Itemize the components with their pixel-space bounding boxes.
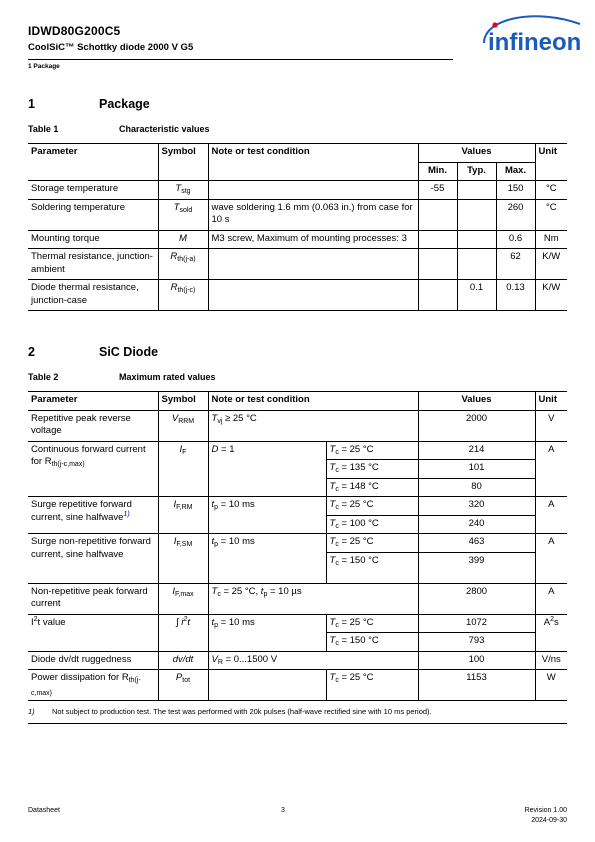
value-cell: 1072 [418, 614, 535, 633]
header-section-ref: 1 Package [28, 63, 60, 70]
condition-cell: $T_c = 25$ °C [326, 441, 418, 460]
header-symbol: Symbol [158, 392, 208, 411]
max-cell: 150 [496, 181, 535, 200]
unit-cell: W [535, 670, 567, 701]
value-cell: 240 [418, 515, 535, 534]
symbol-cell: dv/dt [158, 651, 208, 670]
parameter-cell: Diode dv/dt ruggedness [28, 651, 158, 670]
header-divider [28, 59, 453, 60]
symbol-cell: ∫ $i^2t$ [158, 614, 208, 651]
maximum-rated-values-table [28, 391, 567, 701]
value-cell: 1153 [418, 670, 535, 701]
table-row [28, 670, 567, 701]
footnote-divider [28, 723, 567, 724]
table-header-row [28, 144, 567, 163]
section-1-title: Package [99, 97, 150, 111]
header-parameter: Parameter [28, 392, 158, 411]
table-1-label: Table 1 [28, 124, 59, 134]
table-2-label: Table 2 [28, 372, 59, 382]
min-cell [418, 280, 457, 311]
condition-cell: $T_c = 25$ °C [326, 534, 418, 553]
parameter-cell: Storage temperature [28, 181, 158, 200]
condition-cell: $T_c = 100$ °C [326, 515, 418, 534]
footnote-text: Not subject to production test. The test was performed with 20k pulses (half-wave rectified sine with 10 ms period). [52, 707, 432, 716]
note-cell [208, 670, 326, 701]
value-cell: 214 [418, 441, 535, 460]
table-row [28, 410, 567, 441]
typ-cell [457, 181, 496, 200]
parameter-cell: Mounting torque [28, 230, 158, 249]
symbol-cell: $I_{F,max}$ [158, 583, 208, 614]
note-cell [208, 181, 418, 200]
infineon-logo [476, 10, 586, 60]
symbol-cell: $V_{RRM}$ [158, 410, 208, 441]
parameter-cell: $I^2t$ value [28, 614, 158, 651]
parameter-cell: Power dissipation for $R_{th(j-c,max)}$ [28, 670, 158, 701]
unit-cell: °C [535, 199, 567, 230]
logo-text: infineon [488, 29, 582, 56]
table-row [28, 280, 567, 311]
unit-cell: K/W [535, 249, 567, 280]
symbol-cell: $I_F$ [158, 441, 208, 497]
table-row [28, 441, 567, 460]
parameter-cell: Repetitive peak reverse voltage [28, 410, 158, 441]
table-row [28, 249, 567, 280]
unit-cell: A [535, 441, 567, 497]
parameter-cell: Surge repetitive forward current, sine halfwave$^{1)}$ [28, 497, 158, 534]
note-cell: wave soldering 1.6 mm (0.063 in.) from case for 10 s [208, 199, 418, 230]
condition-cell: $T_c = 25$ °C [326, 670, 418, 701]
condition-cell: $T_c = 148$ °C [326, 478, 418, 497]
note-cell [208, 249, 418, 280]
min-cell [418, 199, 457, 230]
header-unit: Unit [535, 392, 567, 411]
header-parameter: Parameter [28, 144, 158, 181]
header-note: Note or test condition [208, 392, 418, 411]
header-values: Values [418, 392, 535, 411]
symbol-cell: $P_{tot}$ [158, 670, 208, 701]
table-row [28, 230, 567, 249]
symbol-cell: $I_{F,SM}$ [158, 534, 208, 584]
symbol-cell: $R_{th(j-a)}$ [158, 249, 208, 280]
parameter-cell: Thermal resistance, junction-ambient [28, 249, 158, 280]
header-note: Note or test condition [208, 144, 418, 181]
value-cell: 101 [418, 460, 535, 479]
note-cell: $T_c = 25$ °C, $t_p = 10$ µs [208, 583, 418, 614]
value-cell: 2000 [418, 410, 535, 441]
table-1-caption: Characteristic values [119, 124, 210, 134]
unit-cell: A [535, 497, 567, 534]
footnote-number: 1) [28, 707, 35, 716]
max-cell: 0.6 [496, 230, 535, 249]
table-header-row [28, 392, 567, 411]
characteristic-values-table [28, 143, 567, 311]
symbol-cell: $T_{sold}$ [158, 199, 208, 230]
symbol-cell: $R_{th(j-c)}$ [158, 280, 208, 311]
parameter-cell: Continuous forward current for $R_{th(j-c,max)}$ [28, 441, 158, 497]
footer-revision: Revision 1.00 [524, 807, 567, 814]
max-cell: 260 [496, 199, 535, 230]
unit-cell: V/ns [535, 651, 567, 670]
header-symbol: Symbol [158, 144, 208, 181]
header-unit: Unit [535, 144, 567, 181]
value-cell: 463 [418, 534, 535, 553]
unit-cell: A [535, 534, 567, 584]
table-2-caption: Maximum rated values [119, 372, 216, 382]
parameter-cell: Soldering temperature [28, 199, 158, 230]
value-cell: 320 [418, 497, 535, 516]
note-cell: M3 screw, Maximum of mounting processes: 3 [208, 230, 418, 249]
note-cell: $V_R = 0...1500$ V [208, 651, 418, 670]
section-1-number: 1 [28, 97, 35, 111]
min-cell [418, 249, 457, 280]
parameter-cell: Surge non-repetitive forward current, sine halfwave [28, 534, 158, 584]
symbol-cell: M [158, 230, 208, 249]
note-cell: D = 1 [208, 441, 326, 497]
unit-cell: A [535, 583, 567, 614]
condition-cell: $T_c = 150$ °C [326, 552, 418, 583]
table-row [28, 651, 567, 670]
document-subtitle: CoolSiC™ Schottky diode 2000 V G5 [28, 42, 194, 53]
footer-doc-type: Datasheet [28, 807, 60, 814]
unit-cell: K/W [535, 280, 567, 311]
table-row [28, 614, 567, 633]
value-cell: 2800 [418, 583, 535, 614]
value-cell: 793 [418, 633, 535, 652]
footnote-ref[interactable]: 1) [123, 510, 130, 518]
max-cell: 62 [496, 249, 535, 280]
table-row [28, 199, 567, 230]
header-typ: Typ. [457, 162, 496, 181]
typ-cell [457, 249, 496, 280]
note-cell: $T_{vj} \ge 25$ °C [208, 410, 418, 441]
footer-date: 2024-09-30 [531, 817, 567, 824]
table-row [28, 181, 567, 200]
header-max: Max. [496, 162, 535, 181]
value-cell: 100 [418, 651, 535, 670]
note-cell: $t_p = 10$ ms [208, 497, 326, 534]
min-cell [418, 230, 457, 249]
unit-cell: $A^2s$ [535, 614, 567, 651]
unit-cell: Nm [535, 230, 567, 249]
value-cell: 80 [418, 478, 535, 497]
typ-cell: 0.1 [457, 280, 496, 311]
note-cell: $t_p = 10$ ms [208, 614, 326, 651]
parameter-cell: Non-repetitive peak forward current [28, 583, 158, 614]
footer-page-number: 3 [281, 807, 285, 814]
parameter-cell: Diode thermal resistance, junction-case [28, 280, 158, 311]
symbol-cell: $T_{stg}$ [158, 181, 208, 200]
typ-cell [457, 230, 496, 249]
value-cell: 399 [418, 552, 535, 583]
min-cell: -55 [418, 181, 457, 200]
condition-cell: $T_c = 25$ °C [326, 614, 418, 633]
typ-cell [457, 199, 496, 230]
table-row [28, 497, 567, 516]
table-row [28, 583, 567, 614]
note-cell [208, 280, 418, 311]
unit-cell: °C [535, 181, 567, 200]
max-cell: 0.13 [496, 280, 535, 311]
note-cell: $t_p = 10$ ms [208, 534, 326, 584]
condition-cell: $T_c = 25$ °C [326, 497, 418, 516]
header-values: Values [418, 144, 535, 163]
symbol-cell: $I_{F,RM}$ [158, 497, 208, 534]
unit-cell: V [535, 410, 567, 441]
part-number: IDWD80G200C5 [28, 24, 121, 38]
condition-cell: $T_c = 135$ °C [326, 460, 418, 479]
section-2-number: 2 [28, 345, 35, 359]
condition-cell: $T_c = 150$ °C [326, 633, 418, 652]
table-row [28, 534, 567, 553]
header-min: Min. [418, 162, 457, 181]
section-2-title: SiC Diode [99, 345, 159, 359]
